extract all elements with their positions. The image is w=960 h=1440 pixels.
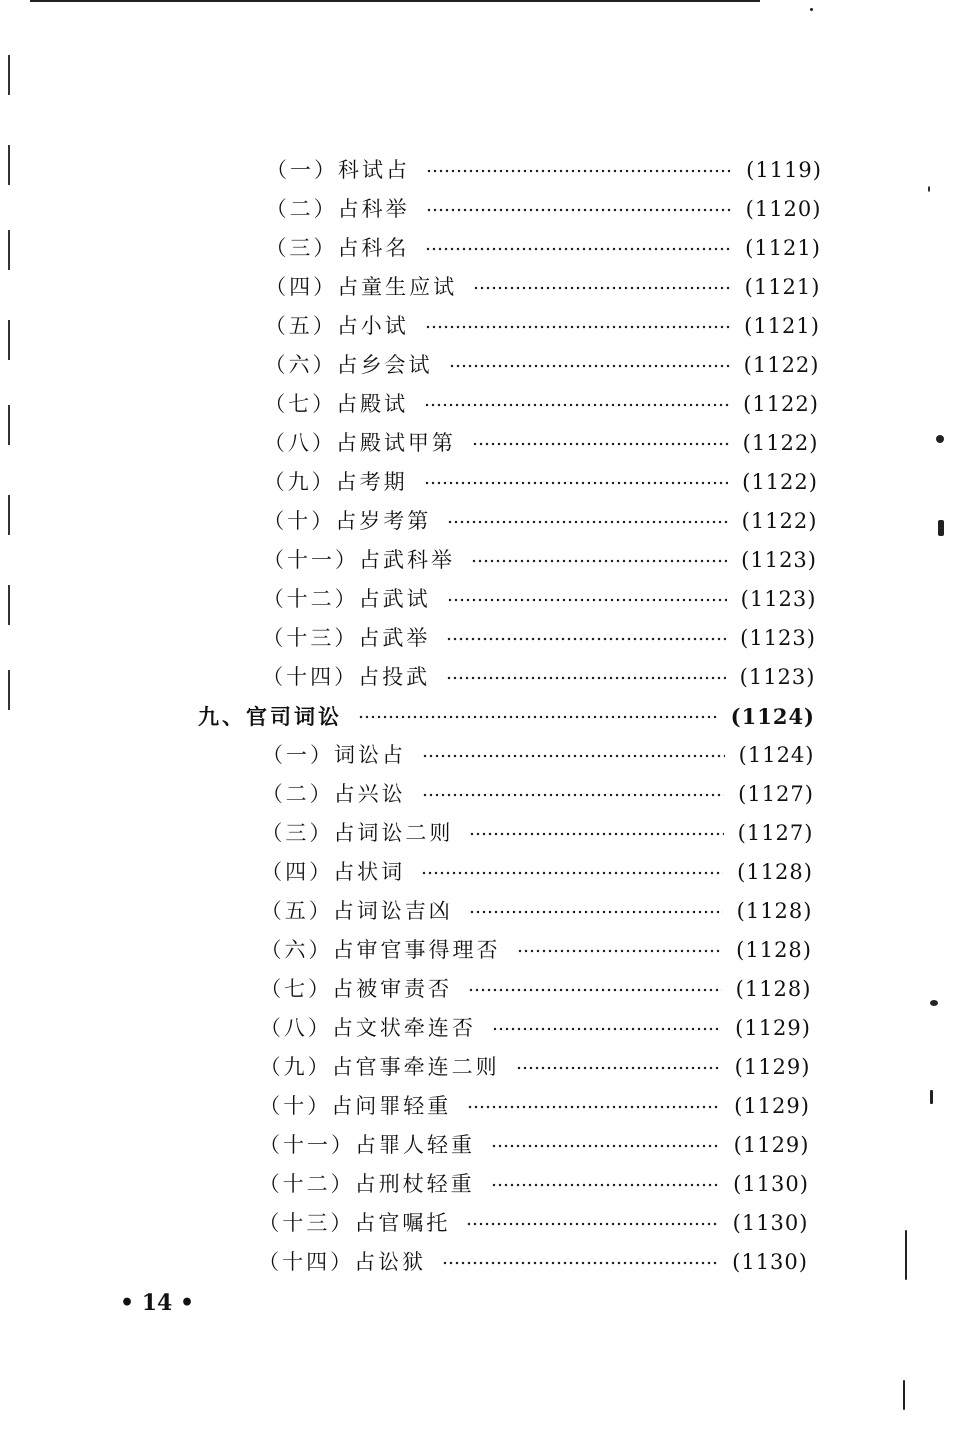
toc-entry-title: （九）占考期 <box>263 470 408 494</box>
toc-entry <box>259 1126 810 1165</box>
toc-entry-page: (1123) <box>741 548 817 572</box>
toc-entry-title: （一）词讼占 <box>262 743 406 767</box>
toc-entry-page: (1130) <box>732 1250 808 1274</box>
toc-entry-title: （二）占科举 <box>265 197 410 221</box>
toc-entry-page: (1127) <box>738 782 814 806</box>
dot-leader <box>358 715 717 719</box>
dot-leader <box>517 949 723 953</box>
dot-leader <box>473 286 731 290</box>
toc-entry-title: （四）占状词 <box>261 860 406 884</box>
toc-entry <box>260 970 811 1009</box>
toc-entry <box>261 853 813 892</box>
toc-entry <box>266 151 822 190</box>
toc-entry <box>263 580 817 619</box>
dot-leader <box>422 793 724 797</box>
toc-entry-page: (1129) <box>733 1133 810 1157</box>
toc-entry-page: (1124) <box>730 704 815 729</box>
dot-leader <box>492 1027 721 1031</box>
toc-entry-page: (1121) <box>745 236 821 260</box>
toc-entry-title: （十一）占武科举 <box>263 548 455 572</box>
dot-leader <box>447 520 727 524</box>
dot-leader <box>424 481 729 485</box>
toc-entry <box>262 736 815 775</box>
toc-entry <box>264 424 819 463</box>
dot-leader <box>467 1105 720 1109</box>
dot-leader <box>425 325 730 329</box>
dot-leader <box>516 1066 721 1070</box>
toc-entry-title: （十三）占官嘱托 <box>258 1211 451 1235</box>
toc-entry-title: （七）占被审责否 <box>260 977 453 1001</box>
toc-entry-page: (1128) <box>735 977 812 1001</box>
toc-entry-title: （五）占小试 <box>264 314 409 338</box>
toc-entry <box>258 1204 808 1243</box>
toc-entry-title: （三）占科名 <box>265 236 410 260</box>
dot-leader <box>442 1261 718 1265</box>
toc-entry-page: (1122) <box>742 470 818 494</box>
toc-entry-title: （六）占审官事得理否 <box>260 938 501 962</box>
toc-entry-page: (1123) <box>739 665 816 689</box>
toc-entry-page: (1122) <box>742 431 819 455</box>
dot-leader <box>468 988 721 992</box>
toc-entry-title: （九）占官事牵连二则 <box>259 1055 500 1079</box>
dot-leader <box>466 1222 718 1226</box>
dot-leader <box>472 442 729 446</box>
toc-entry-title: （七）占殿试 <box>264 392 409 416</box>
dot-leader <box>449 364 730 368</box>
toc-entry-page: (1122) <box>743 392 819 416</box>
dot-leader <box>446 637 726 641</box>
toc-entry-title: （六）占乡会试 <box>264 353 433 377</box>
toc-entry <box>261 814 813 853</box>
toc-entry-title: （十四）占投武 <box>262 665 431 689</box>
toc-entry <box>262 619 816 658</box>
toc-entry <box>261 931 813 970</box>
dot-leader <box>469 832 723 836</box>
toc-entry <box>265 307 820 346</box>
toc-entry <box>265 346 820 385</box>
toc-entry <box>260 1009 811 1048</box>
dot-leader <box>421 871 723 875</box>
toc-entry-title: （十三）占武举 <box>262 626 431 650</box>
toc-section-heading <box>198 697 815 736</box>
toc-entry <box>263 541 817 580</box>
toc-entry <box>262 658 815 697</box>
dot-leader <box>422 754 725 758</box>
dot-leader <box>425 247 731 251</box>
toc-entry-title: （四）占童生应试 <box>265 275 458 299</box>
toc-entry-page: (1123) <box>740 587 817 611</box>
toc-entry <box>265 229 821 268</box>
toc-entry <box>265 268 820 307</box>
dot-leader <box>424 403 729 407</box>
toc-entry-title: （十）占问罪轻重 <box>259 1094 452 1118</box>
toc-entry <box>264 385 819 424</box>
toc-entry <box>259 1165 809 1204</box>
toc-entry-page: (1120) <box>745 197 822 221</box>
toc-entry <box>259 1087 810 1126</box>
toc-entry-page: (1121) <box>744 275 821 299</box>
toc-entry-page: (1123) <box>740 626 816 650</box>
toc-entry-page: (1122) <box>741 509 818 533</box>
toc-entry-title: （八）占文状牵连否 <box>259 1016 476 1040</box>
toc-entry-page: (1121) <box>744 314 820 338</box>
toc-entry-page: (1128) <box>736 899 813 923</box>
toc-entry-title: （十四）占讼狱 <box>258 1250 427 1274</box>
toc-entry-title: （十）占岁考第 <box>263 509 432 533</box>
dot-leader <box>471 559 727 563</box>
toc-entry-title: （二）占兴讼 <box>261 782 406 806</box>
dot-leader <box>491 1144 720 1148</box>
toc-entry <box>266 190 822 229</box>
toc-entry-page: (1129) <box>735 1016 811 1040</box>
dot-leader <box>426 208 732 212</box>
toc-entry <box>258 1243 808 1282</box>
dot-leader <box>491 1183 719 1187</box>
toc-entry-page: (1128) <box>736 938 812 962</box>
toc-entry-page: (1129) <box>734 1094 810 1118</box>
toc-entry-page: (1124) <box>738 743 815 767</box>
toc-entry <box>263 502 817 541</box>
dot-leader <box>446 676 726 680</box>
page-number: • 14 • <box>120 1290 195 1316</box>
toc-entry-title: （八）占殿试甲第 <box>263 431 456 455</box>
toc-entry-title: （十一）占罪人轻重 <box>259 1133 475 1157</box>
top-rule <box>30 0 760 2</box>
toc-entry <box>261 892 813 931</box>
dot-leader <box>469 910 723 914</box>
toc-entry-page: (1130) <box>732 1211 809 1235</box>
toc-entry-title: （十二）占武试 <box>262 587 431 611</box>
toc-entry-title: 九、官司词讼 <box>198 704 342 729</box>
toc-entry-page: (1130) <box>733 1172 809 1196</box>
toc-entry-title: （三）占词讼二则 <box>261 821 454 845</box>
dot-leader <box>426 169 732 173</box>
toc-entry-title: （一）科试占 <box>266 158 410 182</box>
toc-entry <box>260 1048 811 1087</box>
toc-entry-page: (1122) <box>743 353 820 377</box>
toc-entry <box>264 463 818 502</box>
toc-entry-page: (1128) <box>737 860 813 884</box>
toc-entry-title: （十二）占刑杖轻重 <box>258 1172 475 1196</box>
toc-entry <box>262 775 814 814</box>
toc-entry-title: （五）占词讼吉凶 <box>260 899 453 923</box>
toc-entry-page: (1129) <box>734 1055 811 1079</box>
dot-leader <box>447 598 727 602</box>
toc-entry-page: (1127) <box>737 821 814 845</box>
toc-entry-page: (1119) <box>746 158 822 182</box>
